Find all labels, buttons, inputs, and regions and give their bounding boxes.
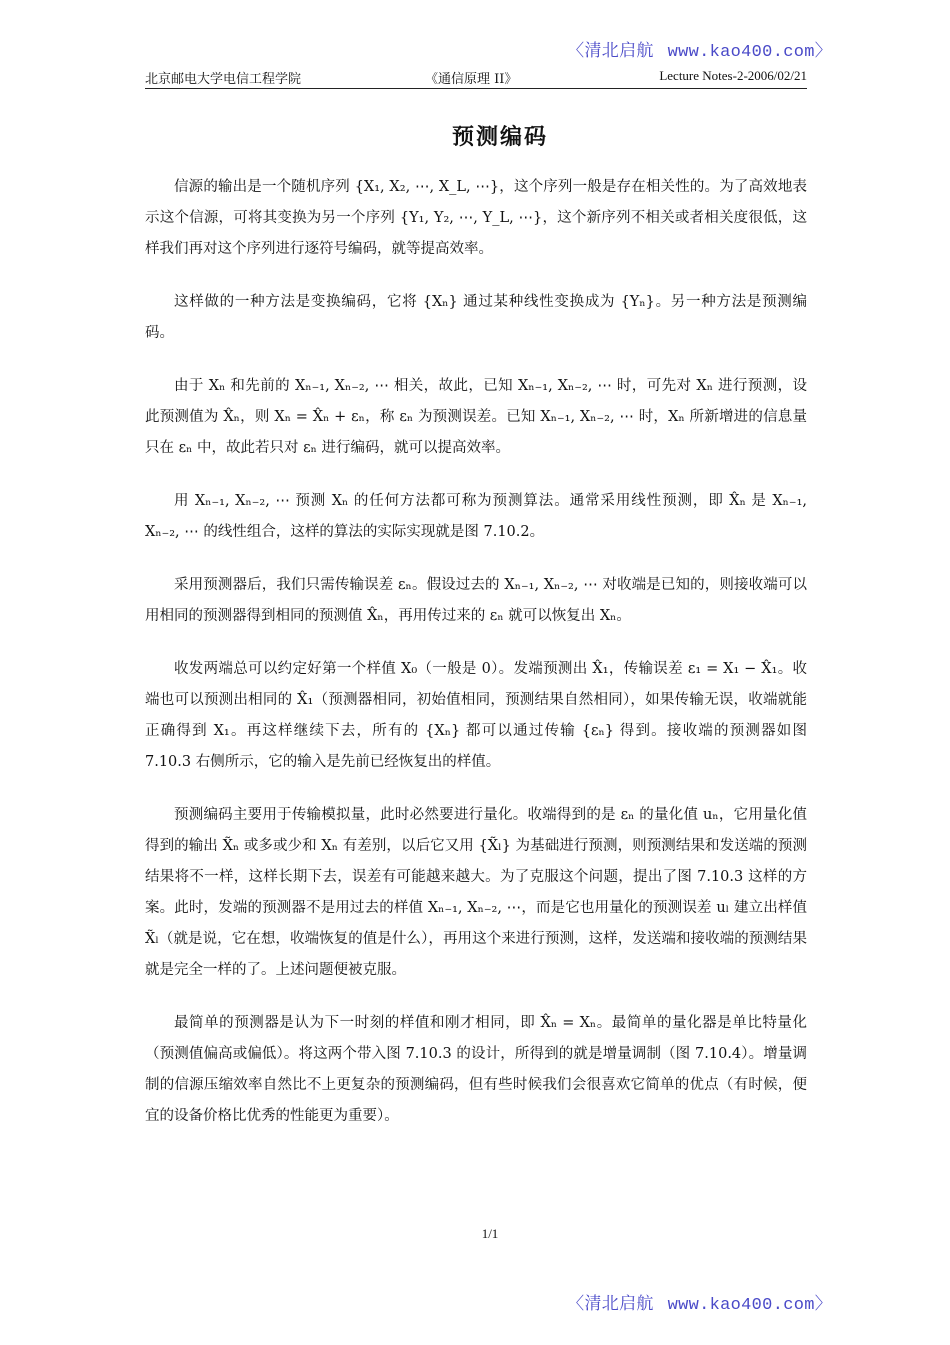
- page-number: 1/1: [481, 1226, 499, 1241]
- paragraph-5: 采用预测器后，我们只需传输误差 εₙ。假设过去的 Xₙ₋₁, Xₙ₋₂, ⋯ 对收端是已知的，则接收端可以用相同的预测器得到相同的预测值 X̂ₙ，再用传过来的 εₙ 就可以恢复出 Xₙ。: [145, 577, 807, 624]
- bottom-banner: [567, 1289, 832, 1315]
- header-lecture-notes: Lecture Notes-2-2006/02/21: [659, 68, 807, 83]
- paragraph-6: 收发两端总可以约定好第一个样值 X₀（一般是 0）。发端预测出 X̂₁，传输误差 ε₁ = X₁ − X̂₁。收端也可以预测出相同的 X̂₁（预测器相同，初始值相同，预测结果自然相同），如果传输无误，收端就能正确得到 X₁。再这样继续下去，所有的 {Xₙ} 都可以通过传输 {εₙ} 得到。接收端的预测器如图 7.10.3 右侧所示，它的输入是先前已经恢复出的样值。: [145, 661, 807, 770]
- page-header: [145, 68, 807, 89]
- banner-site-name: 〈清北启航: [567, 1294, 654, 1314]
- header-institution: 北京邮电大学电信工程学院: [145, 72, 302, 87]
- paragraph-8: 最简单的预测器是认为下一时刻的样值和刚才相同，即 X̂ₙ = Xₙ。最简单的量化器是单比特量化（预测值偏高或偏低）。将这两个带入图 7.10.3 的设计，所得到的就是增量调制（图 7.10.4）。增量调制的信源压缩效率自然比不上更复杂的预测编码，但有些时候我们会很喜欢它简单的优点（有时候，便宜的设备价格比优秀的性能更为重要）。: [145, 1015, 807, 1124]
- top-banner: [567, 36, 832, 62]
- header-course: 《通信原理 II》: [425, 72, 518, 87]
- paragraph-2: 这样做的一种方法是变换编码，它将 {Xₙ} 通过某种线性变换成为 {Yₙ}。另一种方法是预测编码。: [145, 294, 807, 341]
- paragraph-4: 用 Xₙ₋₁, Xₙ₋₂, ⋯ 预测 Xₙ 的任何方法都可称为预测算法。通常采用线性预测，即 X̂ₙ 是 Xₙ₋₁, Xₙ₋₂, ⋯ 的线性组合，这样的算法的实际实现就是图 7.10.2。: [145, 493, 807, 540]
- document-body: [145, 172, 807, 1154]
- banner-site-name: 〈清北启航: [567, 41, 654, 61]
- paragraph-3: 由于 Xₙ 和先前的 Xₙ₋₁, Xₙ₋₂, ⋯ 相关，故此，已知 Xₙ₋₁, Xₙ₋₂, ⋯ 时，可先对 Xₙ 进行预测，设此预测值为 X̂ₙ，则 Xₙ = X̂ₙ + εₙ，称 εₙ 为预测误差。已知 Xₙ₋₁, Xₙ₋₂, ⋯ 时，Xₙ 所新增进的信息量只在 εₙ 中，故此若只对 εₙ 进行编码，就可以提高效率。: [145, 378, 807, 456]
- page-title: 预测编码: [451, 124, 548, 150]
- banner-url-link[interactable]: www.kao400.com〉: [667, 43, 832, 62]
- banner-url-link[interactable]: www.kao400.com〉: [667, 1296, 832, 1315]
- paragraph-1: 信源的输出是一个随机序列 {X₁, X₂, ⋯, X_L, ⋯}，这个序列一般是存在相关性的。为了高效地表示这个信源，可将其变换为另一个序列 {Y₁, Y₂, ⋯, Y_L, ⋯}，这个新序列不相关或者相关度很低，这样我们再对这个序列进行逐符号编码，就等提高效率。: [145, 179, 807, 257]
- paragraph-7: 预测编码主要用于传输模拟量，此时必然要进行量化。收端得到的是 εₙ 的量化值 uₙ，它用量化值得到的输出 X̃ₙ 或多或少和 Xₙ 有差别，以后它又用 {X̃ₗ} 为基础进行预测，则预测结果和发送端的预测结果将不一样，这样长期下去，误差有可能越来越大。为了克服这个问题，提出了图 7.10.3 这样的方案。此时，发端的预测器不是用过去的样值 Xₙ₋₁, Xₙ₋₂, ⋯，而是它也用量化的预测误差 uₗ 建立出样值 X̃ₗ（就是说，它在想，收端恢复的值是什么），再用这个来进行预测，这样，发送端和接收端的预测结果就是完全一样的了。上述问题便被克服。: [145, 807, 807, 978]
